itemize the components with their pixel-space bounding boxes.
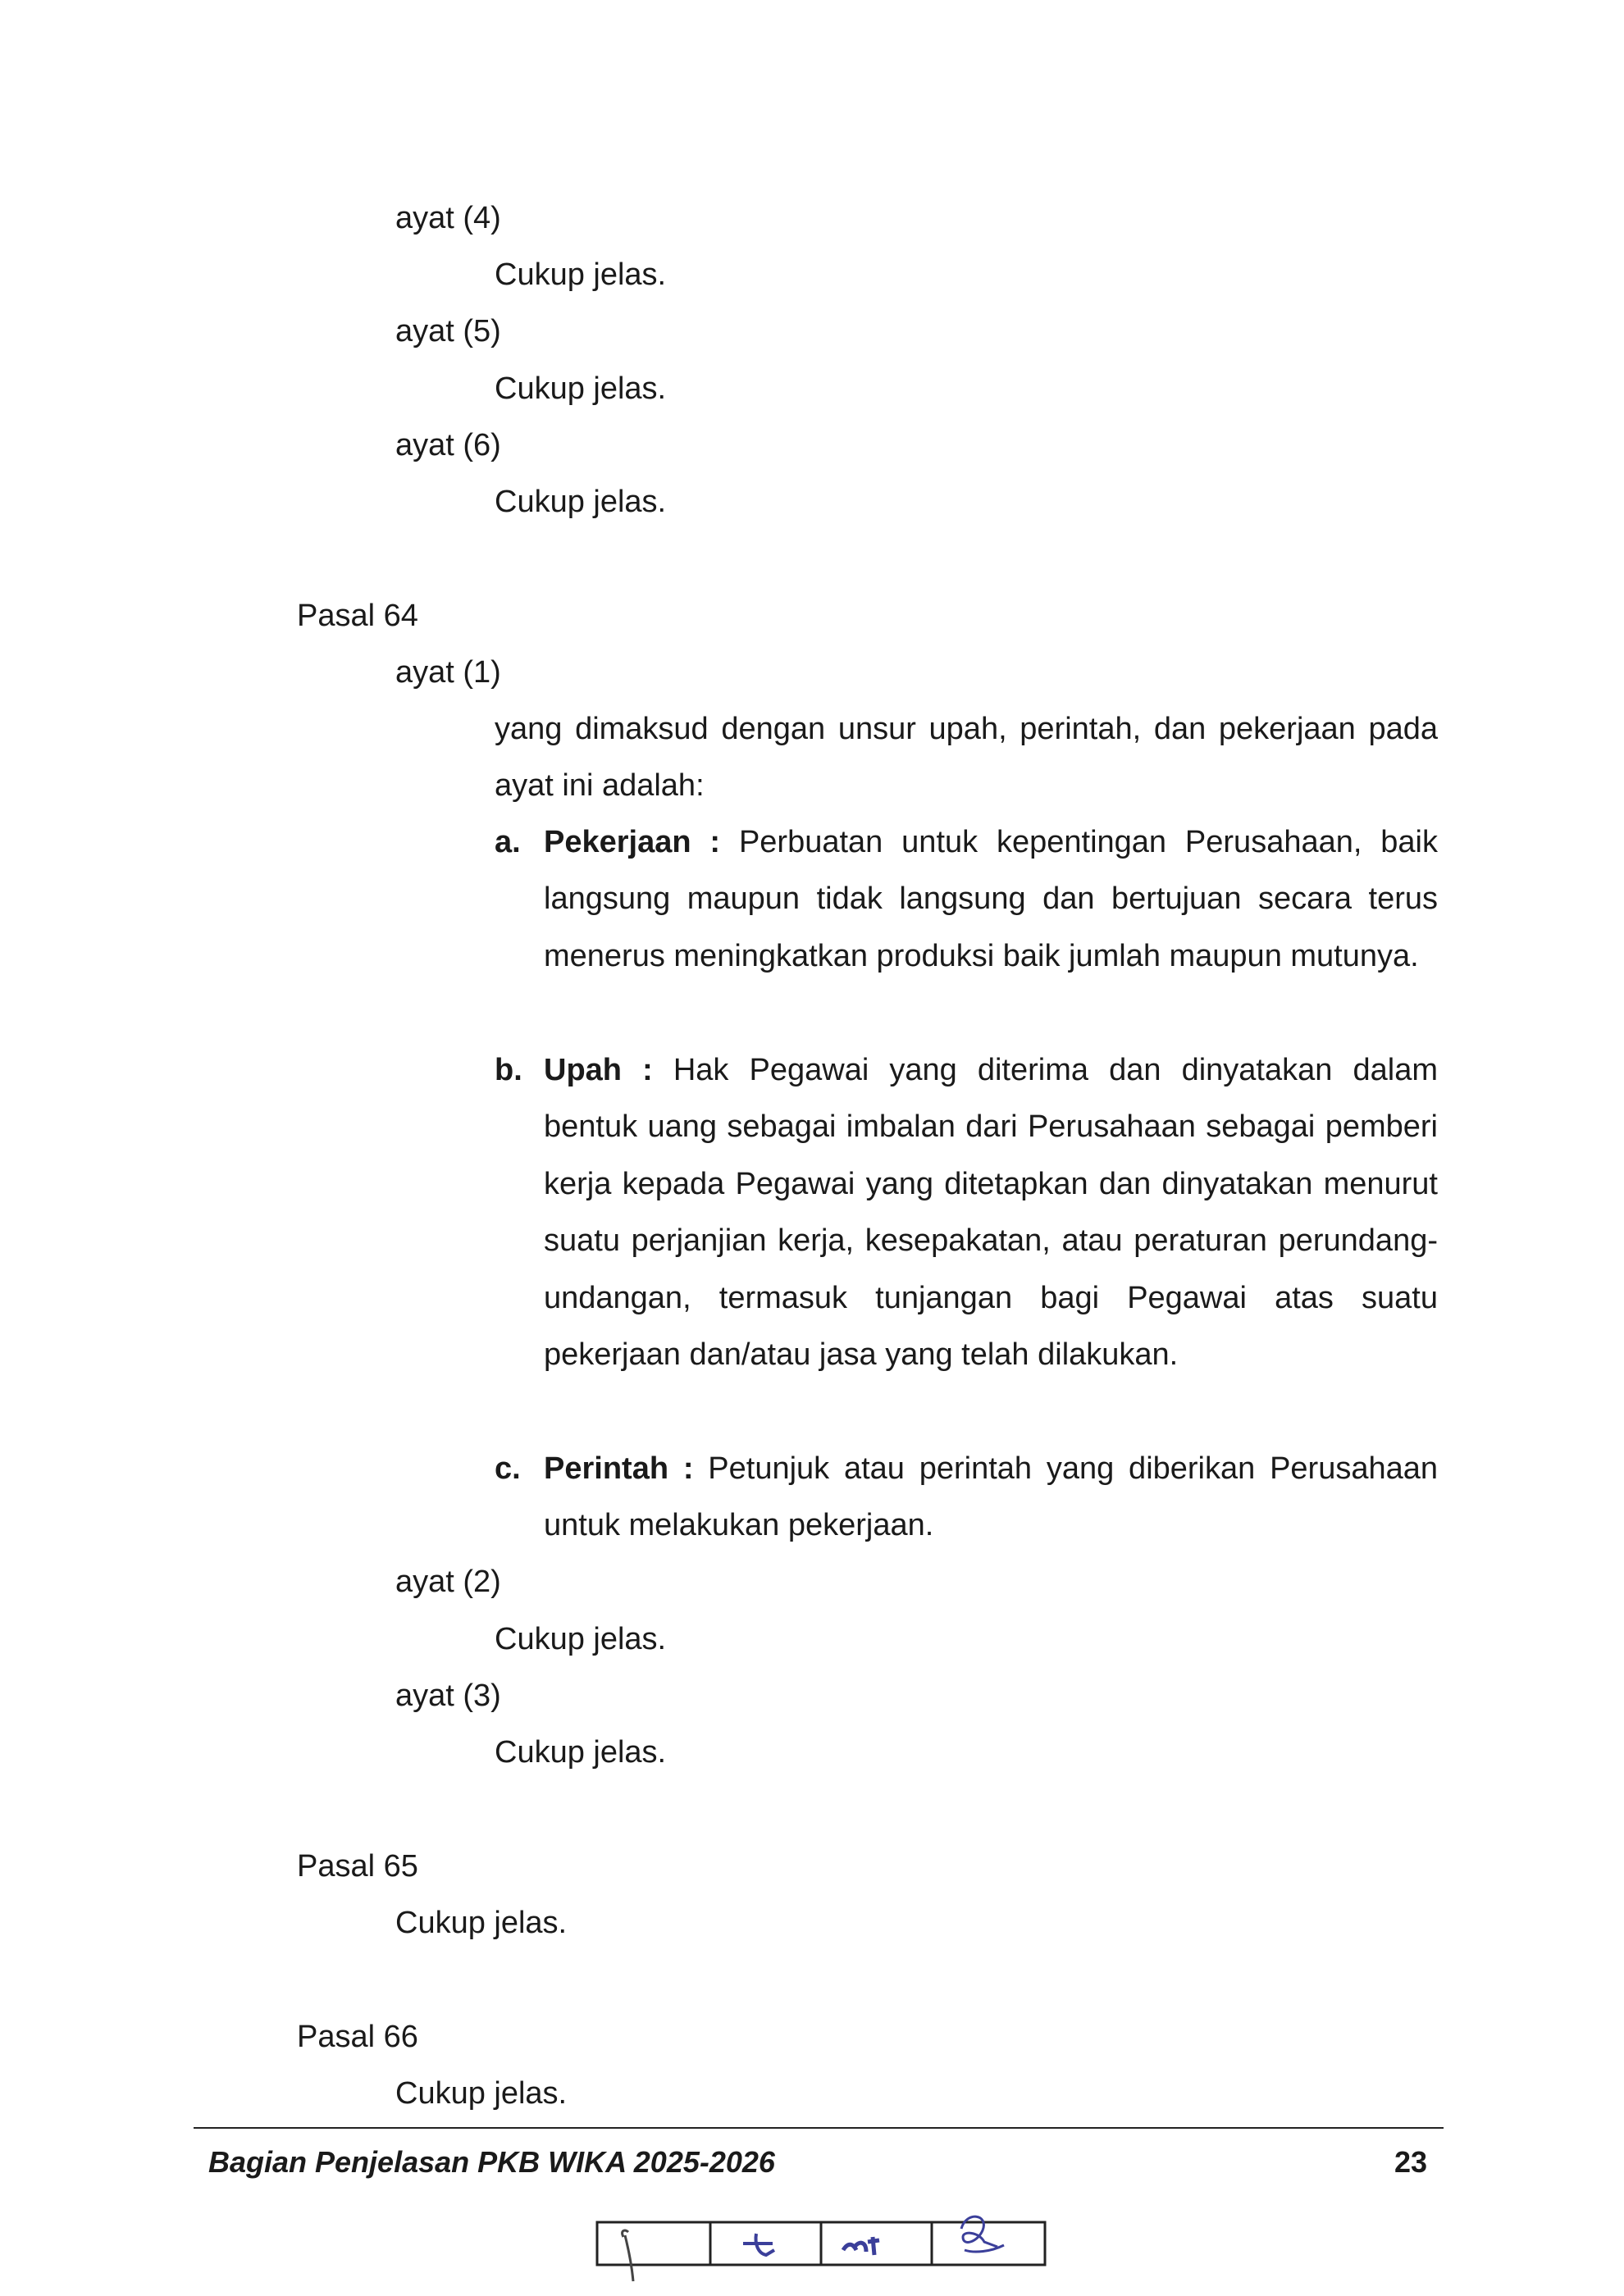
pasal-text: Cukup jelas.: [395, 1906, 568, 1940]
ayat-heading: ayat (3): [395, 1679, 501, 1713]
pasal-heading: Pasal 64: [297, 599, 418, 633]
ayat-text: Cukup jelas.: [495, 485, 667, 519]
item-text: Hak Pegawai yang diterima dan dinyatakan dalam bentuk uang sebagai imbalan dari Perusahaan sebagai pemberi kerja kepada Pegawai yang ditetapkan dan dinyatakan menurut suatu perjanjian kerja, kesepakatan, atau peraturan perundang-undangan, termasuk tunjangan bagi Pegawai atas suatu pekerjaan dan/atau jasa yang telah dilakukan.: [544, 1053, 1438, 1373]
item-term: Upah :: [544, 1053, 653, 1087]
ayat-heading: ayat (6): [395, 428, 501, 462]
item-body: [544, 1042, 1438, 1383]
pasal-heading: Pasal 66: [297, 2020, 418, 2054]
item-marker: b.: [495, 1053, 522, 1087]
ayat-text: Cukup jelas.: [495, 371, 667, 406]
paraf-signatures-image: [595, 2214, 1055, 2288]
item-body: [544, 1441, 1438, 1555]
ayat-heading: ayat (1): [395, 655, 501, 690]
ayat-heading: ayat (5): [395, 314, 501, 348]
ayat-text: Cukup jelas.: [495, 257, 667, 292]
ayat-text: Cukup jelas.: [495, 1735, 667, 1770]
definition-item-perintah: [495, 1441, 1438, 1555]
definition-item-pekerjaan: [495, 814, 1438, 985]
ayat-intro-paragraph: yang dimaksud dengan unsur upah, perintah, dan pekerjaan pada ayat ini adalah:: [495, 712, 1438, 804]
page-number: 23: [1394, 2145, 1428, 2179]
item-term: Perintah :: [544, 1451, 694, 1486]
item-text: Perbuatan untuk kepentingan Perusahaan, baik langsung maupun tidak langsung dan bertujuan secara terus menerus meningkatkan produksi baik jumlah maupun mutunya.: [544, 825, 1438, 973]
pasal-heading: Pasal 65: [297, 1849, 418, 1884]
footer-divider: [194, 2127, 1444, 2129]
item-text: Petunjuk atau perintah yang diberikan Perusahaan untuk melakukan pekerjaan.: [544, 1451, 1439, 1543]
footer-title: Bagian Penjelasan PKB WIKA 2025-2026: [208, 2145, 775, 2179]
ayat-heading: ayat (2): [395, 1565, 501, 1599]
item-body: [544, 814, 1438, 985]
definition-item-upah: [495, 1042, 1438, 1383]
pasal-text: Cukup jelas.: [395, 2076, 568, 2111]
ayat-heading: ayat (4): [395, 201, 501, 235]
paraf-signature-box: [595, 2214, 1055, 2292]
ayat-text: Cukup jelas.: [495, 1622, 667, 1656]
item-marker: a.: [495, 825, 521, 859]
item-term: Pekerjaan :: [544, 825, 721, 859]
item-marker: c.: [495, 1451, 521, 1486]
